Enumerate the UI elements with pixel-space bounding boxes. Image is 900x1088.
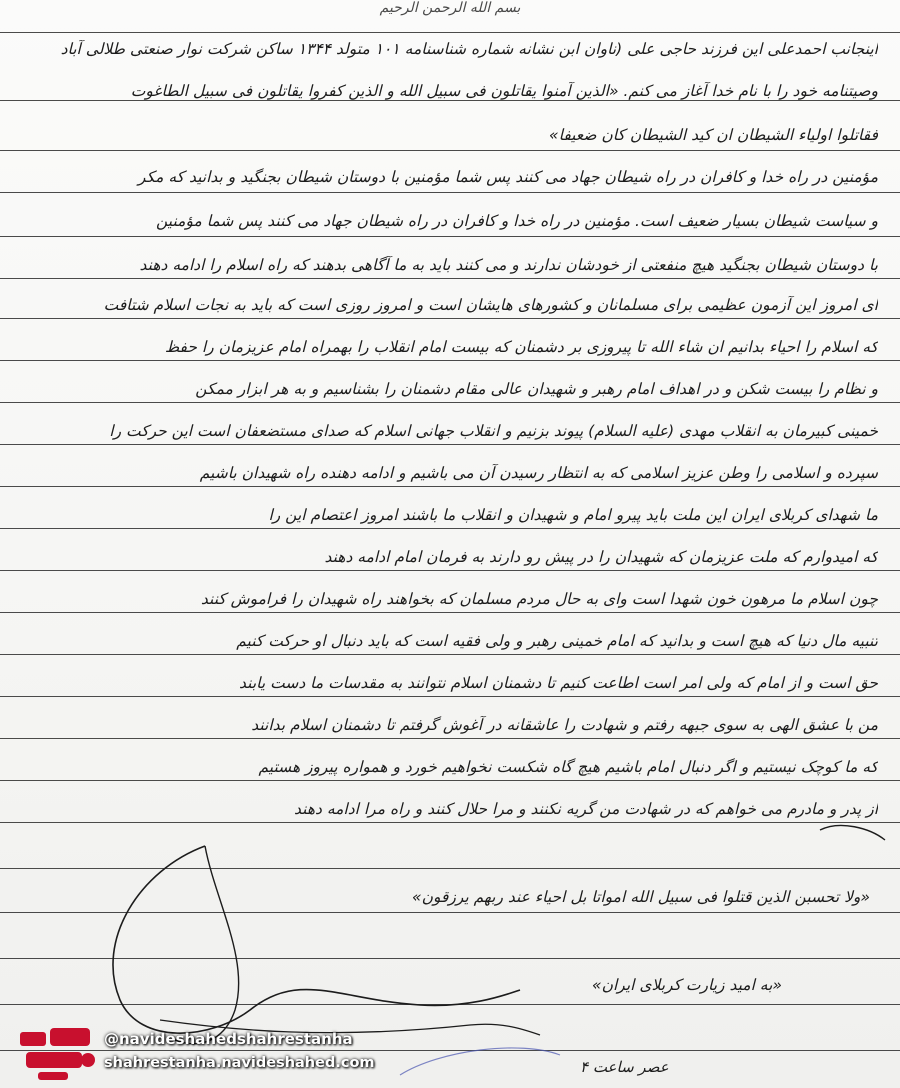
rule-line <box>0 780 900 781</box>
rule-line <box>0 32 900 33</box>
will-text-line: وصیتنامه خود را با نام خدا آغاز می کنم. «الذین آمنوا یقاتلون فی سبیل الله و الذین کفروا یقاتلون فی سبیل الطاغوت <box>130 82 878 100</box>
rule-line <box>0 570 900 571</box>
will-text-line: سپرده و اسلامی را وطن عزیز اسلامی که به انتظار رسیدن آن می باشیم و ادامه دهنده راه شهیدان باشیم <box>199 464 878 482</box>
will-text-line: تنبیه مال دنیا که هیچ است و بدانید که امام خمینی رهبر و ولی فقیه است که باید دنبال او حرکت کنیم <box>236 632 878 650</box>
rule-line <box>0 958 900 959</box>
rule-line <box>0 278 900 279</box>
rule-line <box>0 528 900 529</box>
rule-line <box>0 444 900 445</box>
rule-line <box>0 912 900 913</box>
will-text-line: حق است و از امام که ولی امر است اطاعت کنیم تا دشمنان اسلام نتوانند به مقدسات ما دست یابند <box>239 674 878 692</box>
will-text-line: از پدر و مادرم می خواهم که در شهادت من گریه نکنند و مرا حلال کنند و راه مرا ادامه دهند <box>294 800 878 818</box>
will-text-line: چون اسلام ما مرهون خون شهدا است وای به حال مردم مسلمان که بخواهند راه شهیدان را فراموش کنند <box>200 590 878 608</box>
will-text-line: ای امروز این آزمون عظیمی برای مسلمانان و کشورهای هایشان است و امروز روزی است که باید به نجات اسلام شتافت <box>103 296 878 314</box>
navideshahed-logo-icon <box>16 1024 106 1084</box>
rule-line <box>0 612 900 613</box>
will-text-line: اینجانب احمدعلی این فرزند حاجی علی (ناوان ابن نشانه شماره شناسنامه ۱۰۱ متولد ۱۳۴۴ ساکن شرکت نوار صنعتی طلالی آباد <box>60 40 878 58</box>
will-text-line: خمینی کبیرمان به انقلاب مهدی (علیه السلام) پیوند بزنیم و انقلاب جهانی اسلام که صدای مستضعفان است این حرکت را <box>109 422 878 440</box>
rule-line <box>0 486 900 487</box>
will-text-line: مؤمنین در راه خدا و کافران در راه شیطان جهاد می کنند پس شما مؤمنین با دوستان شیطان بجنگید و بدانید که مکر <box>138 168 878 186</box>
rule-line <box>0 868 900 869</box>
will-text-line: و نظام را بیست شکن و در اهداف امام رهبر و شهیدان عالی مقام دشمنان را بشناسیم و به هر ابزار ممکن <box>195 380 878 398</box>
rule-line <box>0 822 900 823</box>
will-text-line: فقاتلوا اولیاء الشیطان ان کید الشیطان کان ضعیفا» <box>549 126 878 144</box>
rule-line <box>0 100 900 101</box>
will-text-line: که امیدوارم که ملت عزیزمان که شهیدان را در پیش رو دارند به فرمان امام ادامه دهند <box>324 548 878 566</box>
will-text-line: که ما کوچک نیستیم و اگر دنبال امام باشیم هیچ گاه شکست نخواهیم خورد و همواره پیروز هستیم <box>258 758 878 776</box>
will-text-line: من با عشق الهی به سوی جبهه رفتم و شهادت را عاشقانه در آغوش گرفتم تا دشمنان اسلام بدانند <box>251 716 878 734</box>
watermark-handle: @navideshahedshahrestanha <box>104 1030 353 1048</box>
rule-line <box>0 236 900 237</box>
rule-line <box>0 738 900 739</box>
source-watermark <box>0 1018 400 1088</box>
rule-line <box>0 1004 900 1005</box>
rule-line <box>0 318 900 319</box>
rule-line <box>0 402 900 403</box>
watermark-site: shahrestanha.navideshahed.com <box>104 1055 375 1071</box>
footer-time-note: عصر ساعت ۴ <box>580 1058 669 1076</box>
rule-line <box>0 654 900 655</box>
closing-quran-verse: «ولا تحسبن الذین قتلوا فی سبیل الله امواتا بل احیاء عند ربهم یرزقون» <box>412 888 870 906</box>
rule-line <box>0 360 900 361</box>
rule-line <box>0 150 900 151</box>
basmala-heading: بسم الله الرحمن الرحیم <box>379 0 521 16</box>
rule-line <box>0 192 900 193</box>
will-text-line: که اسلام را احیاء بدانیم ان شاء الله تا پیروزی بر دشمنان که بیست امام انقلاب را بهمراه امام عزیزمان را حفظ <box>164 338 878 356</box>
closing-prayer: «به امید زیارت کربلای ایران» <box>592 976 782 994</box>
rule-line <box>0 696 900 697</box>
will-text-line: ما شهدای کربلای ایران این ملت باید پیرو امام و شهیدان و انقلاب ما باشند امروز اعتصام این را <box>268 506 878 524</box>
will-text-line: و سیاست شیطان بسیار ضعیف است. مؤمنین در راه خدا و کافران در راه شیطان جهاد می کنند پس شما مؤمنین <box>156 212 878 230</box>
will-text-line: با دوستان شیطان بجنگید هیچ منفعتی از خودشان ندارند و می کنند باید به ما آگاهی بدهند که راه اسلام را ادامه دهند <box>139 256 878 274</box>
